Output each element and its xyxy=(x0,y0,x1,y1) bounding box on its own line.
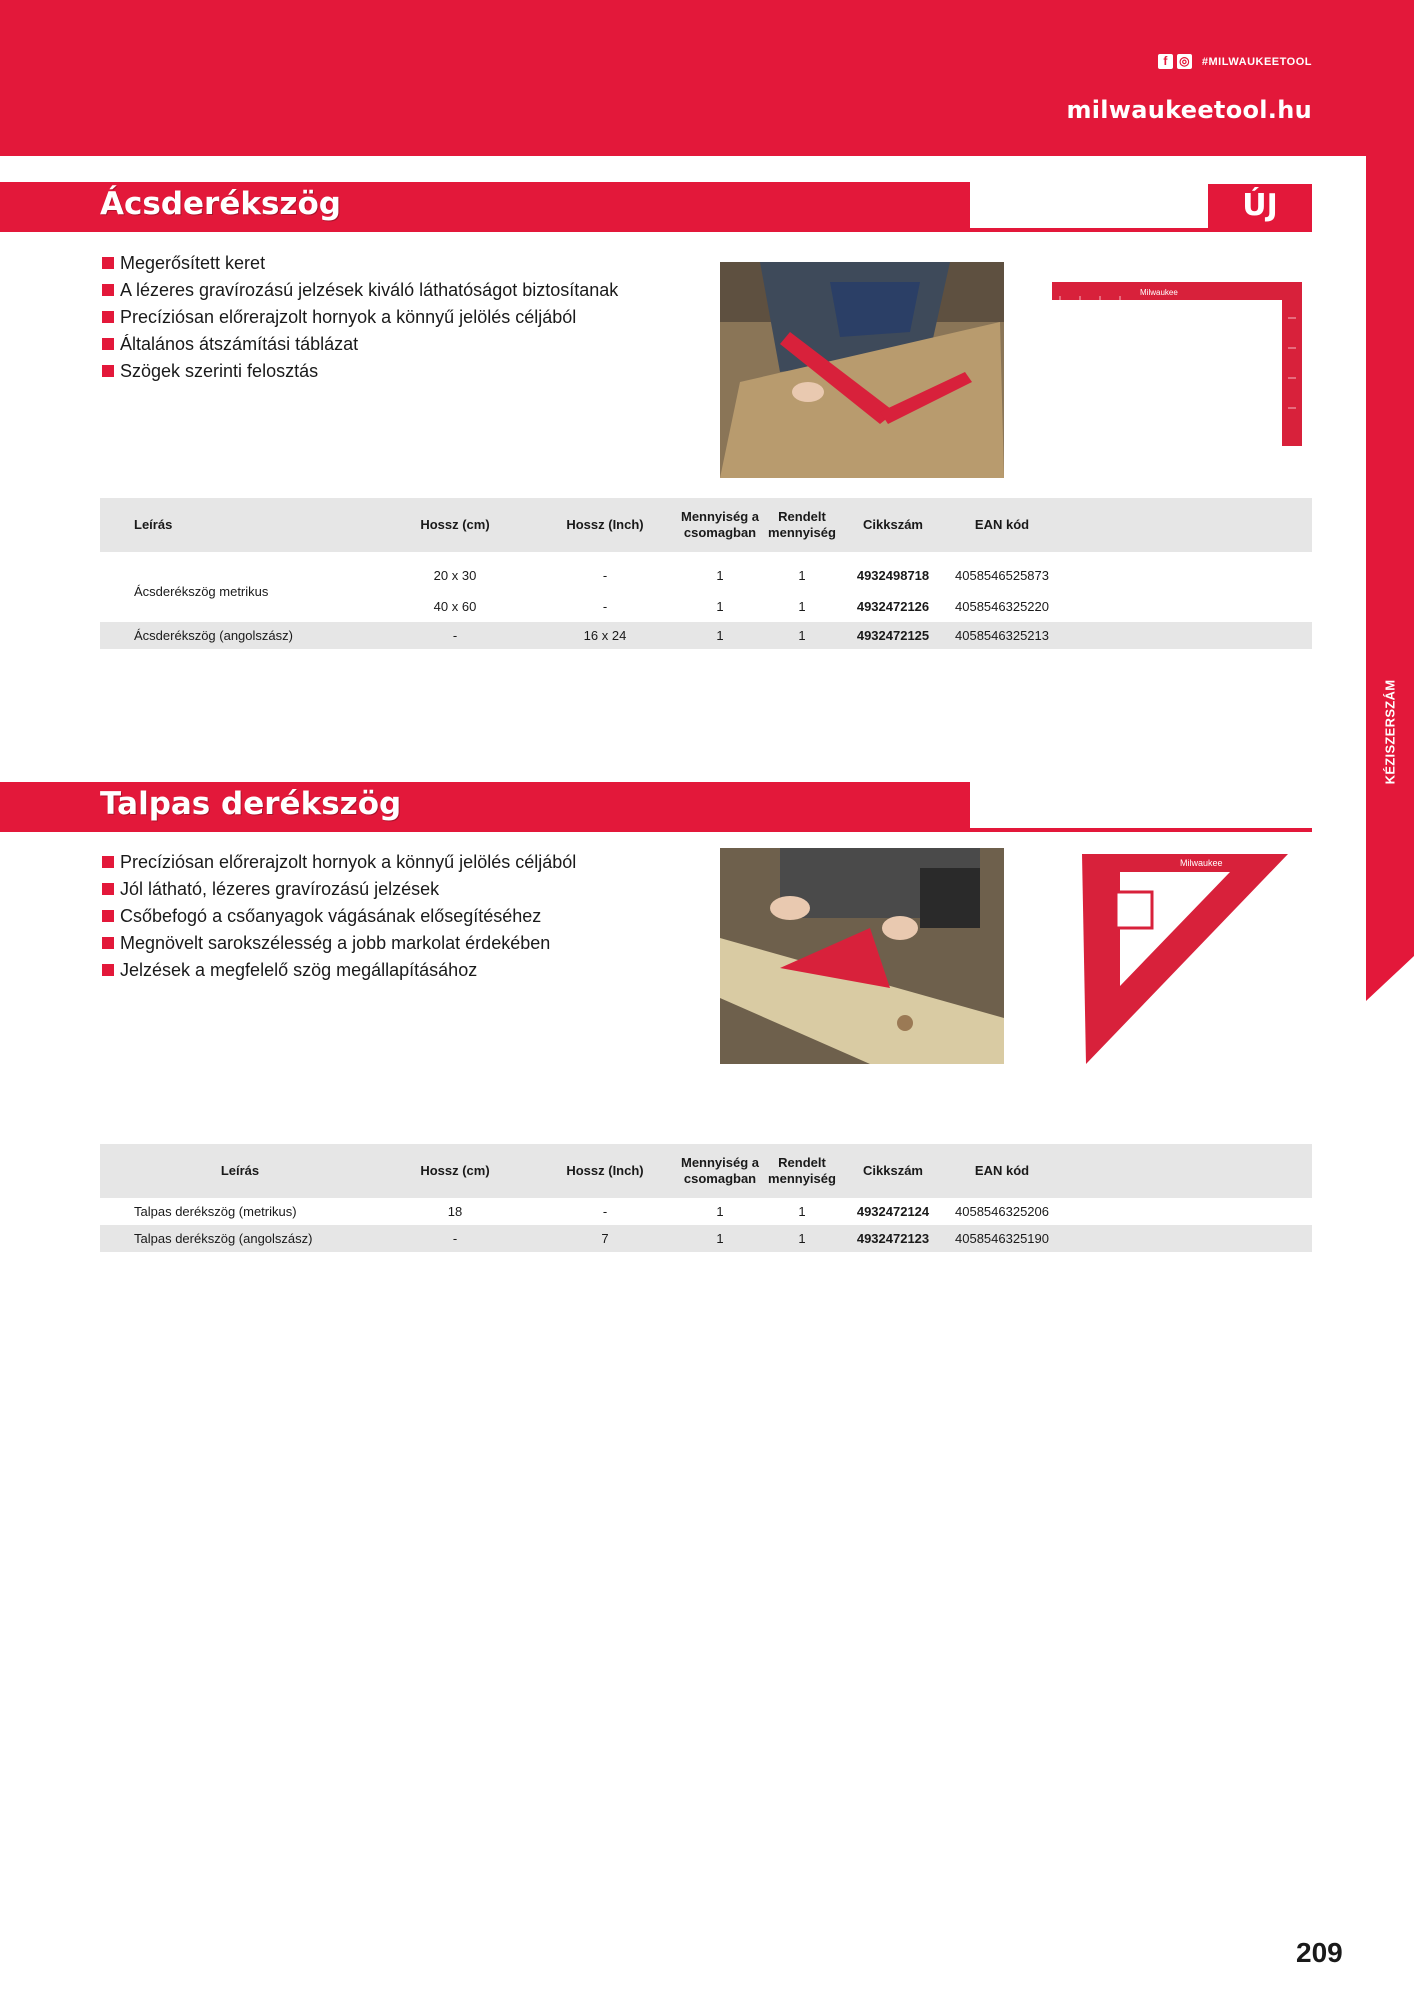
side-tab xyxy=(1376,672,1404,792)
cell-length-inch: - xyxy=(602,599,608,614)
col-header-length-inch: Hossz (Inch) xyxy=(530,1144,680,1198)
side-tab-label: KÉZISZERSZÁM xyxy=(1382,679,1398,785)
social-links xyxy=(1158,54,1312,69)
feature-item: A lézeres gravírozású jelzések kiváló láthatóságot biztosítanak xyxy=(100,277,618,304)
col-header-item-no: Cikkszám xyxy=(844,1144,942,1198)
cell-length-inch: 7 xyxy=(530,1225,680,1252)
cell-length-cm: 40 x 60 xyxy=(433,599,477,614)
section1-feature-list xyxy=(100,250,618,385)
svg-text:Milwaukee: Milwaukee xyxy=(1180,858,1223,868)
cell-length-cm: - xyxy=(380,622,530,649)
section2-title: Talpas derékszög xyxy=(100,786,402,822)
section2-spec-table xyxy=(100,1144,1312,1252)
cell-item-no: 4932472126 xyxy=(856,599,930,614)
cell-qty: 1 xyxy=(716,599,724,614)
section2-product-image xyxy=(1080,852,1290,1071)
col-header-qty-pack: Mennyiség a csomagban xyxy=(680,498,760,552)
cell-length-inch: 16 x 24 xyxy=(530,622,680,649)
cell-item-no: 4932472125 xyxy=(844,622,942,649)
feature-item: Jól látható, lézeres gravírozású jelzések xyxy=(100,876,576,903)
new-badge: ÚJ xyxy=(1208,184,1312,228)
section1-title: Ácsderékszög xyxy=(100,186,341,222)
feature-item: Precíziósan előrerajzolt hornyok a könnyű jelölés céljából xyxy=(100,849,576,876)
table-row xyxy=(100,560,1312,591)
col-header-item-no: Cikkszám xyxy=(844,498,942,552)
cell-qty: 1 xyxy=(716,568,724,583)
cell-ean: 4058546325220 xyxy=(955,599,1049,614)
cell-item-no: 4932472124 xyxy=(856,1204,930,1219)
col-header-desc: Leírás xyxy=(100,498,380,552)
feature-item: Csőbefogó a csőanyagok vágásának elősegítéséhez xyxy=(100,903,576,930)
col-header-qty-pack: Mennyiség a csomagban xyxy=(680,1144,760,1198)
facebook-icon[interactable]: f xyxy=(1158,54,1173,69)
col-header-ean: EAN kód xyxy=(942,1144,1062,1198)
website-link[interactable]: milwaukeetool.hu xyxy=(1066,96,1312,124)
col-header-ean: EAN kód xyxy=(942,498,1062,552)
cell-order: 1 xyxy=(798,599,806,614)
col-header-length-cm: Hossz (cm) xyxy=(380,498,530,552)
cell-desc: Talpas derékszög (angolszász) xyxy=(100,1225,380,1252)
feature-item: Megerősített keret xyxy=(100,250,618,277)
cell-order: 1 xyxy=(760,1225,844,1252)
top-header-bar xyxy=(0,0,1414,156)
col-header-length-inch: Hossz (Inch) xyxy=(530,498,680,552)
cell-length-inch: - xyxy=(602,568,608,583)
cell-desc: Ácsderékszög (angolszász) xyxy=(100,622,380,649)
feature-item: Szögek szerinti felosztás xyxy=(100,358,618,385)
side-tab-band xyxy=(1366,156,1414,1001)
svg-text:Milwaukee: Milwaukee xyxy=(1140,288,1178,297)
section2-feature-list xyxy=(100,849,576,984)
table-header-row xyxy=(100,1144,1312,1198)
cell-item-no: 4932498718 xyxy=(856,568,930,583)
feature-item: Jelzések a megfelelő szög megállapításához xyxy=(100,957,576,984)
page-number: 209 xyxy=(1296,1937,1343,1968)
section1-spec-table xyxy=(100,498,1312,649)
col-header-length-cm: Hossz (cm) xyxy=(380,1144,530,1198)
table-row xyxy=(100,1225,1312,1252)
cell-length-inch: - xyxy=(602,1204,608,1219)
col-header-order-qty: Rendelt mennyiség xyxy=(760,1144,844,1198)
section1-usage-photo xyxy=(720,262,1004,478)
cell-length-cm: - xyxy=(380,1225,530,1252)
section2-underline xyxy=(0,828,1312,832)
cell-ean: 4058546325206 xyxy=(955,1204,1049,1219)
col-header-desc: Leírás xyxy=(100,1144,380,1198)
section1-product-image xyxy=(1050,278,1306,453)
cell-ean: 4058546525873 xyxy=(955,568,1049,583)
cell-qty: 1 xyxy=(680,622,760,649)
cell-order: 1 xyxy=(760,622,844,649)
table-row xyxy=(100,1198,1312,1225)
cell-length-cm: 20 x 30 xyxy=(433,568,477,583)
cell-ean: 4058546325190 xyxy=(942,1225,1062,1252)
cell-qty: 1 xyxy=(680,1225,760,1252)
section2-usage-photo xyxy=(720,848,1004,1064)
section1-underline xyxy=(0,228,1312,232)
table-row xyxy=(100,622,1312,649)
cell-desc: Ácsderékszög metrikus xyxy=(134,583,269,599)
cell-order: 1 xyxy=(798,568,806,583)
feature-item: Általános átszámítási táblázat xyxy=(100,331,618,358)
table-header-row xyxy=(100,498,1312,552)
cell-qty: 1 xyxy=(716,1204,724,1219)
cell-length-cm: 18 xyxy=(447,1204,463,1219)
instagram-icon[interactable]: ◎ xyxy=(1177,54,1192,69)
feature-item: Precíziósan előrerajzolt hornyok a könnyű jelölés céljából xyxy=(100,304,618,331)
cell-desc: Talpas derékszög (metrikus) xyxy=(134,1204,297,1219)
col-header-order-qty: Rendelt mennyiség xyxy=(760,498,844,552)
hashtag-text: #MILWAUKEETOOL xyxy=(1201,55,1312,68)
cell-ean: 4058546325213 xyxy=(942,622,1062,649)
feature-item: Megnövelt sarokszélesség a jobb markolat érdekében xyxy=(100,930,576,957)
cell-item-no: 4932472123 xyxy=(844,1225,942,1252)
cell-order: 1 xyxy=(798,1204,806,1219)
